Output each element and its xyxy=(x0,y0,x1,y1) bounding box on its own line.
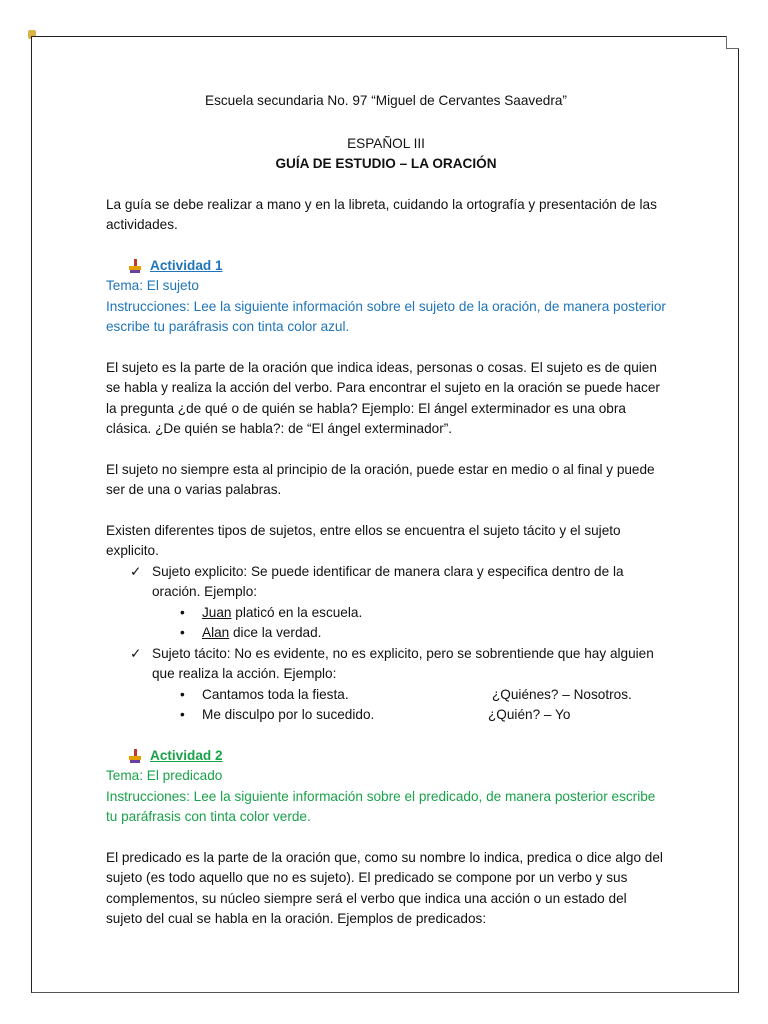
example-question: ¿Quiénes? – Nosotros. xyxy=(492,686,632,702)
pushpin-icon xyxy=(128,749,142,763)
document-page xyxy=(31,36,739,993)
example-sentence: Cantamos toda la fiesta. xyxy=(202,686,349,702)
example-rest: dice la verdad. xyxy=(229,625,322,640)
example-rest: platicó en la escuela. xyxy=(231,604,363,620)
bullet-icon: • xyxy=(180,604,185,620)
checkmark-icon: ✓ xyxy=(130,563,142,579)
sujeto-paragraph-2: El sujeto no siempre esta al principio de la oración, puede estar en medio o al final y puede ser de una o varias palabras. xyxy=(106,461,655,497)
page-fold-corner xyxy=(726,36,739,49)
sujeto-paragraph-3: Existen diferentes tipos de sujetos, entre ellos se encuentra el sujeto tácito y el sujeto explicito. xyxy=(106,522,621,558)
document-content xyxy=(106,91,666,930)
list-item xyxy=(178,623,666,644)
example-subject: Juan xyxy=(202,604,232,620)
example-sentence: Me disculpo por lo sucedido. xyxy=(202,707,375,722)
list-item xyxy=(178,705,666,726)
activity-2-instructions: Instrucciones: Lee la siguiente información sobre el predicado, de manera posterior escribe tu paráfrasis con tinta color verde. xyxy=(106,788,656,824)
activity-1-instructions: Instrucciones: Lee la siguiente información sobre el sujeto de la oración, de manera posterior escribe tu paráfrasis con tinta color azul. xyxy=(106,298,666,334)
tacito-examples xyxy=(152,685,666,726)
sujeto-tacito-text: Sujeto tácito: No es evidente, no es explicito, pero se sobrentiende que hay alguien que realiza la acción. Ejemplo: xyxy=(152,645,654,681)
explicito-examples xyxy=(152,603,666,644)
pushpin-icon xyxy=(128,259,142,273)
activity-1-heading xyxy=(128,256,666,277)
activity-1-title[interactable]: Actividad 1 xyxy=(150,257,223,273)
bullet-icon: • xyxy=(180,625,185,640)
bullet-icon: • xyxy=(180,686,185,702)
checkmark-icon: ✓ xyxy=(130,645,142,661)
activity-2-heading xyxy=(128,746,666,767)
example-question: ¿Quién? – Yo xyxy=(488,707,571,722)
activity-2-title[interactable]: Actividad 2 xyxy=(150,747,223,763)
subject-name: ESPAÑOL III xyxy=(347,135,425,151)
example-subject: Alan xyxy=(202,625,230,640)
subject-types-list xyxy=(106,562,666,726)
bullet-icon: • xyxy=(180,707,185,722)
predicado-paragraph: El predicado es la parte de la oración que, como su nombre lo indica, predica o dice algo del sujeto (es todo aquello que no es sujeto). El predicado se compone por un verbo y sus complementos, su núcleo siempre será el verbo que indica una acción o un estado del sujeto del cual se habla en la oración. Ejemplos de predicados: xyxy=(106,849,663,926)
list-item xyxy=(178,685,666,706)
sujeto-explicito-text: Sujeto explicito: Se puede identificar de manera clara y especifica dentro de la oración. Ejemplo: xyxy=(152,563,624,599)
list-item xyxy=(130,644,666,726)
activity-1-tema: Tema: El sujeto xyxy=(106,278,199,293)
list-item xyxy=(178,603,666,624)
guide-title: GUÍA DE ESTUDIO – LA ORACIÓN xyxy=(275,156,497,171)
school-name: Escuela secundaria No. 97 “Miguel de Cervantes Saavedra” xyxy=(205,93,567,108)
sujeto-paragraph-1: El sujeto es la parte de la oración que indica ideas, personas o cosas. El sujeto es de quien se habla y realiza la acción del verbo. Para encontrar el sujeto en la oración se puede hacer la pregunta ¿de qué o de quién se habla? Ejemplo: El ángel exterminador es una obra clásica. ¿De quién se habla?: de “El ángel exterminador”. xyxy=(106,359,660,436)
intro-text: La guía se debe realizar a mano y en la libreta, cuidando la ortografía y presentación de las actividades. xyxy=(106,196,657,232)
list-item xyxy=(130,562,666,644)
activity-2-tema: Tema: El predicado xyxy=(106,768,223,783)
